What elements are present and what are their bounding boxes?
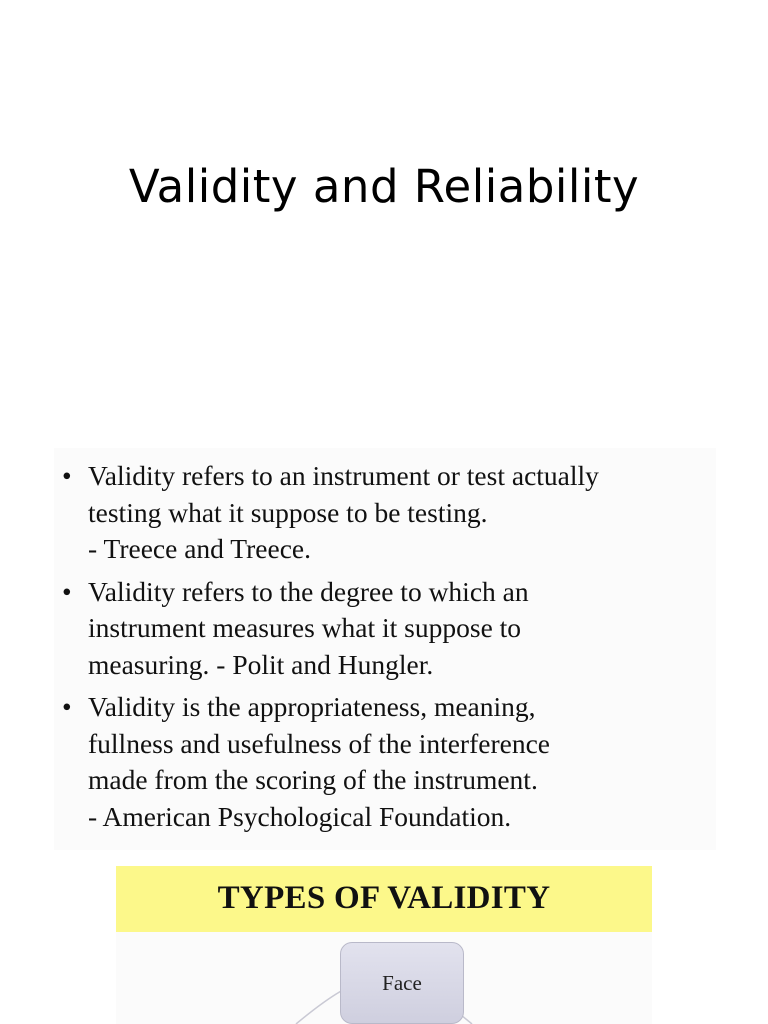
diagram-node-label: Face <box>382 971 422 995</box>
slide-title: Validity and Reliability <box>128 160 640 213</box>
definition-text: Validity is the appropriateness, meaning, fullness and usefulness of the interference made from the scoring of the instrument. - American Psychological Foundation. <box>88 691 550 832</box>
bullet-icon: • <box>62 691 72 722</box>
types-banner <box>116 866 652 932</box>
bullet-icon: • <box>62 575 72 607</box>
definitions-list <box>62 458 712 841</box>
definition-item <box>62 689 712 835</box>
types-heading: TYPES OF VALIDITY <box>217 880 551 916</box>
definition-text: Validity refers to the degree to which an instrument measures what it suppose to measuring. - Polit and Hungler. <box>88 575 529 680</box>
types-diagram <box>116 932 652 1024</box>
bullet-icon: • <box>62 460 72 491</box>
diagram-node-face <box>340 942 464 1024</box>
definition-text: Validity refers to an instrument or test actually testing what it suppose to be testing. - Treece and Treece. <box>88 460 599 564</box>
definitions-panel <box>54 448 716 850</box>
slide-title-area <box>0 160 768 213</box>
definition-item <box>62 574 712 684</box>
definition-item <box>62 458 712 568</box>
